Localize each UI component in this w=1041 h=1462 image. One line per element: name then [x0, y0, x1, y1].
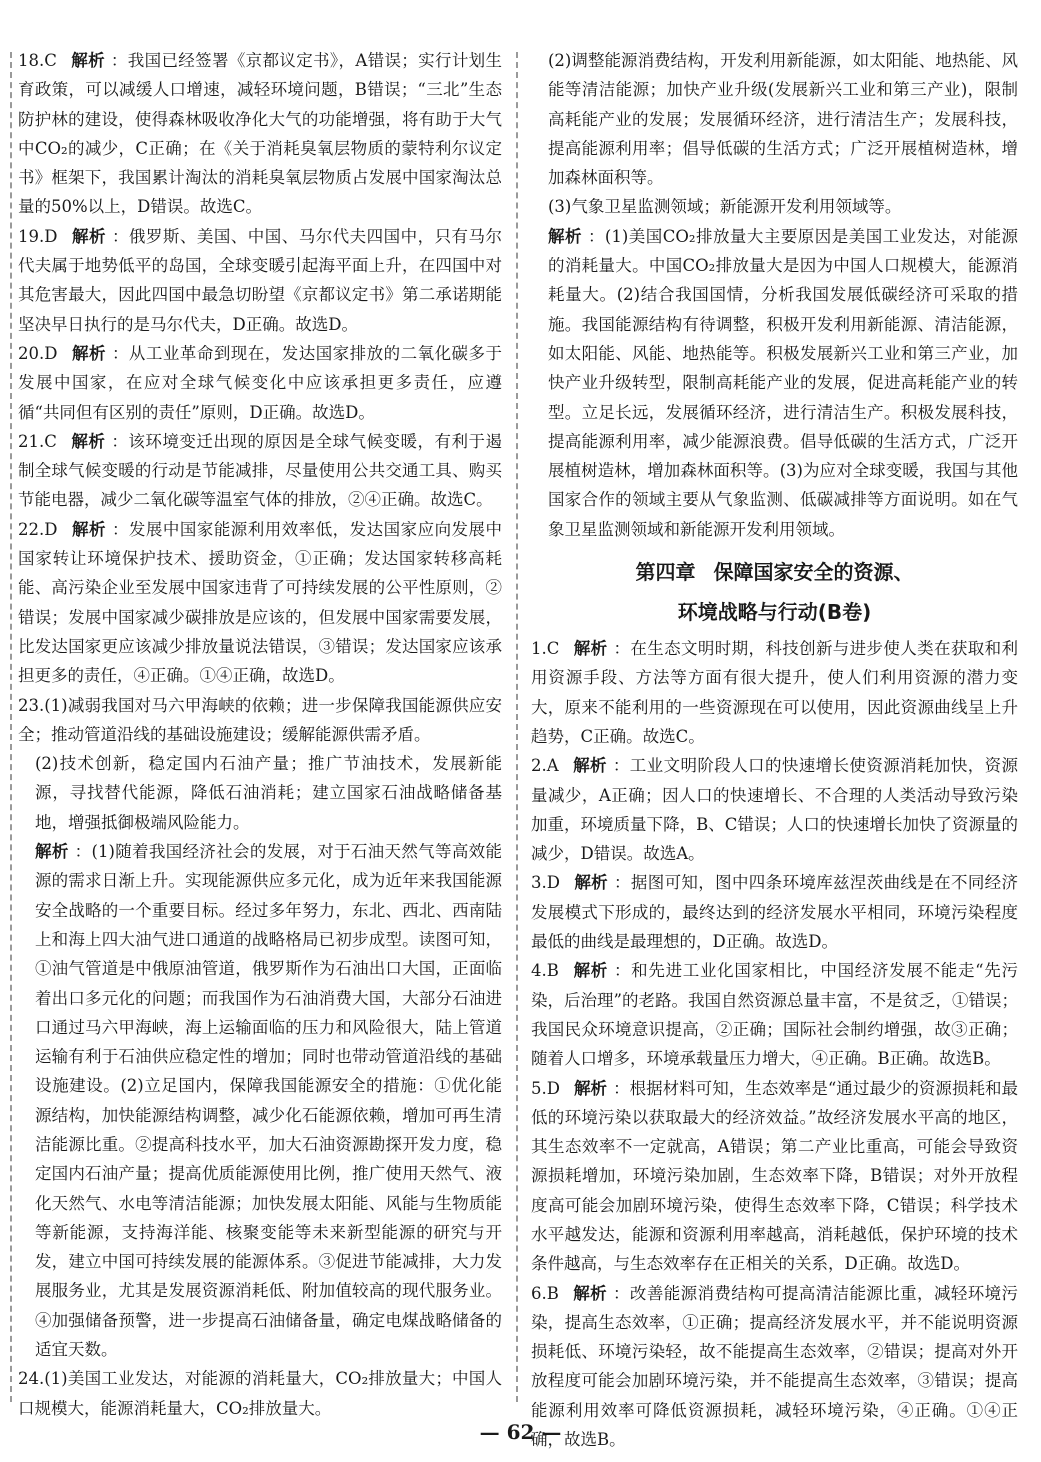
answer-b2 — [531, 751, 1018, 868]
answer-text: (2)技术创新，稳定国内石油产量；推广节油技术，发展新能源，寻找替代能源，降低石油消耗；建立国家石油战略储备基地，增强抵御极端风险能力。 — [35, 754, 502, 832]
answer-24-part3 — [531, 192, 1018, 221]
answer-22 — [18, 515, 502, 691]
answer-23-part1 — [18, 691, 502, 750]
answer-21 — [18, 427, 502, 515]
answer-number: 19.D — [18, 226, 58, 246]
answer-number: 24. — [18, 1369, 45, 1389]
analysis-label: 解析 — [572, 756, 607, 776]
analysis-label: 解析 — [70, 431, 106, 451]
answer-number: 2.A — [531, 756, 559, 776]
answer-b5 — [531, 1074, 1018, 1279]
analysis-label: 解析 — [573, 1078, 608, 1098]
analysis-label: 解析 — [572, 961, 608, 981]
answer-24-part2 — [531, 46, 1018, 192]
answer-number: 4.B — [531, 961, 559, 981]
answer-number: 21.C — [18, 431, 57, 451]
answer-number: 6.B — [531, 1283, 559, 1303]
answer-number: 18.C — [18, 51, 57, 70]
answer-text: ：工业文明阶段人口的快速增长使资源消耗加快，资源量减少，A正确；因人口的快速增长、不合理的人类活动导致污染加重，环境质量下降，B、C错误；人口的快速增长加快了资源量的减少，D错误。故选A。 — [531, 756, 1019, 864]
left-margin-rule — [10, 52, 12, 1402]
answer-18 — [18, 46, 502, 222]
answer-text: (3)气象卫星监测领域；新能源开发利用领域等。 — [548, 197, 902, 217]
answer-text: ：(1)美国CO₂排放量大主要原因是美国工业发达，对能源的消耗量大。中国CO₂排放量大是因为中国人口规模大，能源消耗量大。(2)结合我国国情，分析我国发展低碳经济可采取的措施。我国能源结构有待调整，积极开发利用新能源、清洁能源，如太阳能、风能、地热能等。积极发展新兴工业和第三产业，加快产业升级转型，限制高耗能产业的发展，促进高耗能产业的转型。立足长远，发展循环经济，进行清洁生产。积极发展科技，提高能源利用率，减少能源浪费。倡导低碳的生活方式，广泛开展植树造林，增加森林面积等。(3)为应对全球变暖，我国与其他国家合作的领域主要从气象监测、低碳减排等方面说明。如在气象卫星监测领域和新能源开发利用领域。 — [548, 226, 1019, 539]
answer-text: ：在生态文明时期，科技创新与进步使人类在获取和利用资源手段、方法等方面有很大提升，使人们利用资源的潜力变大，原来不能利用的一些资源现在可以使用，因此资源曲线呈上升趋势，C正确。故选C。 — [531, 639, 1019, 746]
analysis-label: 解析 — [548, 226, 582, 246]
analysis-label: 解析 — [71, 519, 106, 539]
answer-text: ：改善能源消费结构可提高清洁能源比重，减轻环境污染，提高生态效率，①正确；提高经济发展水平，并不能说明资源损耗低、环境污染轻，故不能提高生态效率，②错误；提高对外开放程度可能会加剧环境污染，并不能提高生态效率，③错误；提高能源利用效率可降低资源损耗，减轻环境污染，④正确。①④正确，故选B。 — [531, 1283, 1019, 1450]
page-number: — 62 — — [479, 1420, 562, 1444]
answer-b1 — [531, 634, 1018, 751]
analysis-label: 解析 — [35, 842, 69, 862]
answer-number: 20.D — [18, 343, 58, 363]
answer-text: ：发展中国家能源利用效率低，发达国家应向发展中国家转让环境保护技术、援助资金，①正确；发达国家转移高耗能、高污染企业至发展中国家违背了可持续发展的公平性原则，②错误；发展中国家减少碳排放是应该的，但发展中国家需要发展，比发达国家更应该减少排放量说法错误，③错误；发达国家应该承担更多的责任，④正确。①④正确，故选D。 — [18, 519, 503, 686]
analysis-label: 解析 — [71, 226, 106, 246]
answer-text: (2)调整能源消费结构，开发利用新能源，如太阳能、地热能、风能等清洁能源；加快产业升级(发展新兴工业和第三产业)，限制高耗能产业的发展；发展循环经济，进行清洁生产；发展科技，提高能源利用率；倡导低碳的生活方式；广泛开展植树造林，增加森林面积等。 — [548, 51, 1018, 188]
left-column — [18, 46, 502, 1423]
answer-text: ：(1)随着我国经济社会的发展，对于石油天然气等高效能源的需求日渐上升。实现能源供应多元化，成为近年来我国能源安全战略的一个重要目标。经过多年努力，东北、西北、西南陆上和海上四大油气进口通道的战略格局已初步成型。读图可知，①油气管道是中俄原油管道，俄罗斯作为石油出口大国，正面临着出口多元化的问题；而我国作为石油消费大国，大部分石油进口通过马六甲海峡，海上运输面临的压力和风险很大，陆上管道运输有利于石油供应稳定性的增加；同时也带动管道沿线的基础设施建设。(2)立足国内，保障我国能源安全的措施：①优化能源结构，加快能源结构调整，减少化石能源依赖，增加可再生清洁能源比重。②提高科技水平，加大石油资源勘探开发力度，稳定国内石油产量；提高优质能源使用比例，推广使用天然气、液化天然气、水电等清洁能源；加快发展太阳能、风能与生物质能等新能源，支持海洋能、核聚变能等未来新型能源的研究与开发，建立中国可持续发展的能源体系。③促进节能减排，大力发展服务业，尤其是发展资源消耗低、附加值较高的现代服务业。④加强储备预警，进一步提高石油储备量，确定电煤战略储备的适宜天数。 — [35, 842, 503, 1360]
answer-number: 1.C — [531, 639, 560, 659]
answer-number: 3.D — [531, 873, 560, 893]
analysis-label: 解析 — [573, 639, 608, 659]
answer-text: ：我国已经签署《京都议定书》，A错误；实行计划生育政策，可以减缓人口增速，减轻环境问题，B错误；“三北”生态防护林的建设，使得森林吸收净化大气的功能增强，将有助于大气中CO₂的减少，C正确；在《关于消耗臭氧层物质的蒙特利尔议定书》框架下，我国累计淘汰的消耗臭氧层物质占发展中国家淘汰总量的50%以上，D错误。故选C。 — [18, 51, 503, 217]
answer-24-analysis — [531, 222, 1018, 544]
answer-text: ：俄罗斯、美国、中国、马尔代夫四国中，只有马尔代夫属于地势低平的岛国，全球变暖引起海平面上升，在四国中对其危害最大，因此四国中最急切盼望《京都议定书》第二承诺期能坚决早日执行的是马尔代夫，D正确。故选D。 — [18, 226, 503, 334]
answer-text: ：根据材料可知，生态效率是“通过最少的资源损耗和最低的环境污染以获取最大的经济效益。”故经济发展水平高的地区，其生态效率不一定就高，A错误；第二产业比重高，可能会导致资源损耗增加，环境污染加剧，生态效率下降，B错误；对外开放程度高可能会加剧环境污染，使得生态效率下降，C错误；科学技术水平越发达，能源和资源利用率越高，消耗越低，保护环境的技术条件越高，与生态效率存在正相关的关系，D正确。故选D。 — [531, 1078, 1019, 1274]
answer-text: (1)美国工业发达，对能源的消耗量大，CO₂排放量大；中国人口规模大，能源消耗量大，CO₂排放量大。 — [18, 1369, 502, 1418]
answer-number: 5.D — [531, 1078, 560, 1098]
answer-19 — [18, 222, 502, 339]
answer-number: 23. — [18, 695, 45, 715]
analysis-label: 解析 — [572, 1283, 608, 1303]
answer-text: ：从工业革命到现在，发达国家排放的二氧化碳多于发展中国家，在应对全球气候变化中应该承担更多责任，应遵循“共同但有区别的责任”原则，D正确。故选D。 — [18, 343, 503, 422]
answer-23-part2 — [18, 749, 502, 837]
chapter-title-line1 — [531, 552, 1018, 592]
answer-b4 — [531, 956, 1018, 1073]
answer-b3 — [531, 868, 1018, 956]
answer-24-part1 — [18, 1364, 502, 1423]
analysis-label: 解析 — [71, 343, 106, 363]
column-divider — [516, 52, 518, 1402]
answer-20 — [18, 339, 502, 427]
chapter-title-line2: 环境战略与行动(B卷) — [677, 600, 872, 625]
analysis-label: 解析 — [573, 873, 609, 893]
chapter-number: 第四章 — [635, 560, 696, 585]
chapter-title: 保障国家安全的资源、 — [713, 560, 914, 585]
answer-text: ：据图可知，图中四条环境库兹涅茨曲线是在不同经济发展模式下形成的，最终达到的经济发展水平相同，环境污染程度最低的曲线是最理想的，D正确。故选D。 — [531, 873, 1019, 952]
analysis-label: 解析 — [70, 51, 105, 70]
answer-number: 22.D — [18, 519, 58, 539]
answer-text: (1)减弱我国对马六甲海峡的依赖；进一步保障我国能源供应安全；推动管道沿线的基础设施建设；缓解能源供需矛盾。 — [18, 695, 502, 744]
answer-text: ：该环境变迁出现的原因是全球气候变暖，有利于遏制全球气候变暖的行动是节能减排，尽量使用公共交通工具、购买节能电器，减少二氧化碳等温室气体的排放，②④正确。故选C。 — [18, 431, 503, 510]
chapter-heading — [531, 552, 1018, 632]
answer-text: ：和先进工业化国家相比，中国经济发展不能走“先污染，后治理”的老路。我国自然资源总量丰富，不是贫乏，①错误；我国民众环境意识提高，②正确；国际社会制约增强，故③正确；随着人口增多，环境承载量压力增大，④正确。B正确。故选B。 — [531, 961, 1019, 1069]
answer-23-analysis — [18, 837, 502, 1364]
right-column — [531, 46, 1018, 1454]
